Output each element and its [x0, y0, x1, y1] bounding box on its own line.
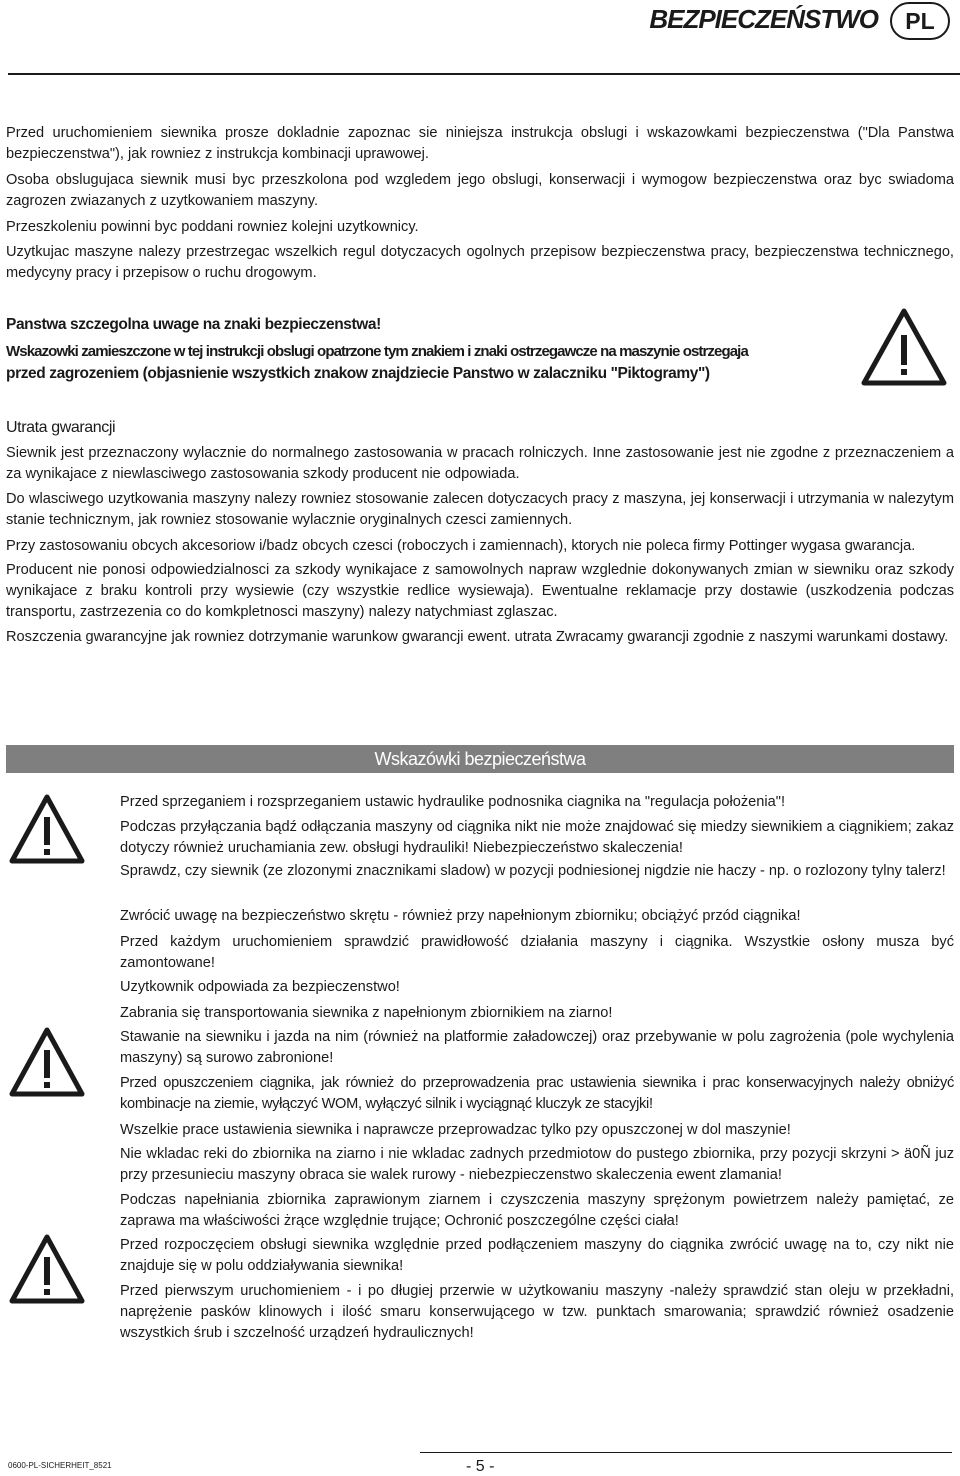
safety-item: Przed każdym uruchomieniem sprawdzić prawidłowość działania maszyny i ciągnika. Wszystkie osłony musza być zamontowane! — [120, 934, 954, 971]
safety-item: Zwrócić uwagę na bezpieczeństwo skrętu - również przy napełnionym zbiorniku; obciążyć przód ciągnika! — [120, 908, 801, 924]
safety-item: Przed sprzeganiem i rozsprzeganiem ustawic hydraulike podnosnika ciagnika na "regulacja położenia"! — [120, 794, 786, 810]
safety-section-banner: Wskazówki bezpieczeństwa — [6, 745, 954, 773]
safety-item: Przed opuszczeniem ciągnika, jak również do przeprowadzenia prac ustawienia siewnika i prac konserwacyjnych należy obniżyć kombinacje na ziemie, wyłączyć WOM, wyłączyć silnik i wyciągnąć kluczyk ze stacyjki! — [120, 1075, 954, 1112]
footer-divider — [420, 1452, 952, 1453]
warranty-paragraph-5: Roszczenia gwarancyjne jak rowniez dotrzymanie warunkow gwarancji ewent. utrata Zwracamy gwarancji zgodnie z naszymi warunkami dostawy. — [6, 629, 949, 645]
warranty-paragraph-1: Siewnik jest przeznaczony wylacznie do normalnego zastosowania w pracach rolniczych. Inne zastosowanie jest nie zgodne z przeznaczeniem a za wynikajace z niewlasciwego zastosowania szkody producent nie odpowiada. — [6, 445, 954, 482]
warranty-heading: Utrata gwarancji — [6, 419, 116, 436]
safety-item: Podczas przyłączania bądź odłączania maszyny od ciągnika nikt nie może znajdować się miedzy siewnikiem a ciągnikiem; zakaz dotyczy również uruchamiania zew. obsługi hydrauliki! Niebezpieczeństwo skaleczenia! — [120, 819, 954, 856]
attention-heading: Panstwa szczegolna uwage na znaki bezpieczenstwa! — [6, 316, 381, 333]
language-badge: PL — [890, 2, 950, 40]
page-number: - 5 - — [466, 1458, 495, 1475]
attention-text-line-2: przed zagrozeniem (objasnienie wszystkich znakow znajdziecie Panstwo w zalaczniku "Piktogramy") — [6, 365, 710, 382]
warranty-paragraph-3: Przy zastosowaniu obcych akcesoriow i/badz obcych czesci (roboczych i zamiennach), ktorych nie poleca firmy Pottinger wygasa gwarancja. — [6, 538, 916, 554]
safety-item: Uzytkownik odpowiada za bezpieczenstwo! — [120, 979, 400, 995]
document-code: 0600-PL-SICHERHEIT_8521 — [8, 1461, 112, 1470]
warning-triangle-icon — [8, 793, 86, 865]
page-header-title: BEZPIECZEŃSTWO — [649, 4, 878, 34]
warranty-paragraph-4: Producent nie ponosi odpowiedzialnosci za szkody wynikajace z samowolnych napraw wzglednie dokonywanych zmian w siewniku oraz szkody wynikajace z braku kontroli przy wysiewie (czy wszystkie redlice wysiewaja). Ewentualne reklamacje przy dostawie (uszkodzenia podczas transportu, zastrzezenia co do komkpletnosci maszyny) nalezy natychmiast zglaszac. — [6, 562, 954, 620]
safety-item: Przed pierwszym uruchomieniem - i po długiej przerwie w użytkowaniu maszyny -należy sprawdzić stan oleju w przekładni, naprężenie pasków klinowych i ilość smaru konserwującego w tzw. punktach smarowania; sprawdzić również osadzenie wszystkich śrub i szczelność urządzeń hydraulicznych! — [120, 1283, 954, 1341]
safety-item: Stawanie na siewniku i jazda na nim (również na platformie załadowczej) oraz przebywanie w polu zagrożenia (pole wychylenia maszyny) są surowo zabronione! — [120, 1029, 954, 1066]
header-divider — [8, 73, 960, 75]
intro-paragraph-2: Osoba obslugujaca siewnik musi byc przeszkolona pod wzgledem jego obslugi, konserwacji i wymogow bezpieczenstwa oraz byc swiadoma zagrozen zwiazanych z uzytkowaniem maszyny. — [6, 172, 954, 209]
intro-paragraph-3: Przeszkoleniu powinni byc poddani rowniez kolejni uzytkownicy. — [6, 219, 419, 235]
intro-paragraph-4: Uzytkujac maszyne nalezy przestrzegac wszelkich regul dotyczacych ogolnych przepisow bezpieczenstwa pracy, bezpieczenstwa technicznego, medycyny pracy i przepisow o ruchu drogowym. — [6, 244, 954, 281]
attention-text-line-1: Wskazowki zamieszczone w tej instrukcji obslugi opatrzone tym znakiem i znaki ostrzegawcze na maszynie ostrzegaja — [6, 343, 748, 360]
warning-triangle-icon — [8, 1233, 86, 1305]
safety-item: Nie wkladac reki do zbiornika na ziarno i nie wkladac zadnych przedmiotow do pustego zbiornika, przy pozycji skrzyni > ä0Ñ juz przy przesunieciu maszyny obraca sie walek rurowy - niebezpieczenstwo skaleczenia ewent zlamania! — [120, 1146, 954, 1183]
warning-triangle-icon — [8, 1026, 86, 1098]
warning-triangle-icon — [860, 307, 948, 387]
safety-item: Wszelkie prace ustawienia siewnika i naprawcze przeprowadzac tylko pzy opuszczonej w dol maszynie! — [120, 1122, 791, 1138]
safety-item: Podczas napełniania zbiornika zaprawionym ziarnem i czyszczenia maszyny sprężonym powietrzem należy pamiętać, ze zaprawa ma właściwości żrące względnie trujące; Ochronić poszczególne części ciała! — [120, 1192, 954, 1229]
warranty-paragraph-2: Do wlasciwego uzytkowania maszyny nalezy rowniez stosowanie zalecen dotyczacych pracy z maszyna, jej konserwacji i utrzymania w nalezytym stanie technicznym, jak rowniez stosowanie wylacznie oryginalnych czesci zamiennych. — [6, 491, 954, 528]
safety-item: Przed rozpoczęciem obsługi siewnika względnie przed podłączeniem maszyny do ciągnika zwrócić uwagę na to, czy nikt nie znajduje się w polu oddziaływania siewnika! — [120, 1237, 954, 1274]
safety-item: Zabrania się transportowania siewnika z napełnionym zbiornikiem na ziarno! — [120, 1005, 613, 1021]
safety-item: Sprawdz, czy siewnik (ze zlozonymi znacznikami sladow) w pozycji podniesionej nigdzie nie haczy - np. o rozlozony tylny talerz! — [120, 863, 946, 879]
intro-paragraph-1: Przed uruchomieniem siewnika prosze dokladnie zapoznac sie niniejsza instrukcja obslugi i wskazowkami bezpieczenstwa ("Dla Panstwa bezpieczenstwa"), jak rowniez z instrukcja kombinacji uprawowej. — [6, 125, 954, 162]
